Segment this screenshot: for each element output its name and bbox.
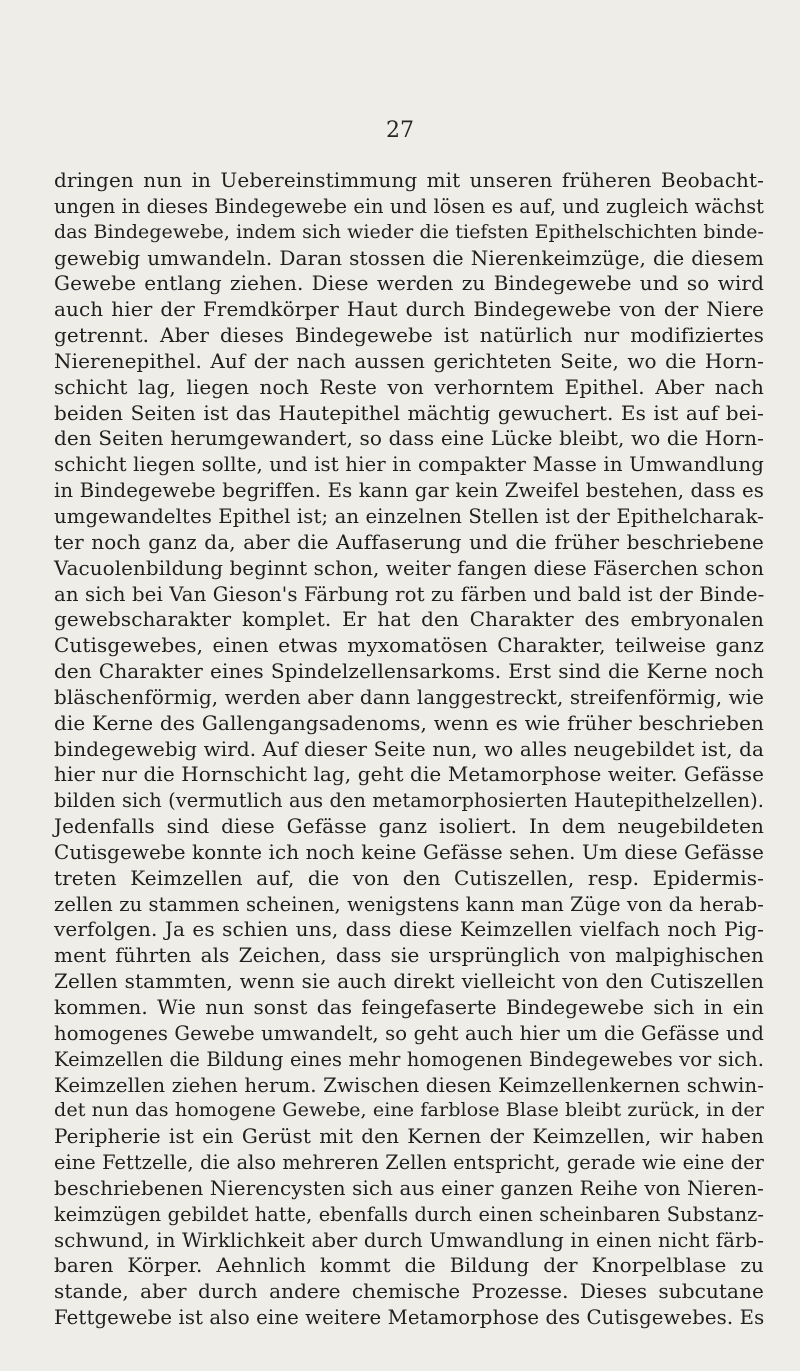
text-line: umgewandeltes Epithel ist; an einzelnen Stellen ist der Epithelcharak-	[54, 504, 764, 528]
text-line: Vacuolenbildung beginnt schon, weiter fangen diese Fäserchen schon	[54, 556, 764, 580]
page-number: 27	[386, 118, 414, 143]
body-text	[54, 168, 764, 1331]
text-line: Keimzellen die Bildung eines mehr homogenen Bindegewebes vor sich.	[54, 1047, 764, 1071]
text-line: beiden Seiten ist das Hautepithel mächtig gewuchert. Es ist auf bei-	[54, 400, 764, 425]
text-line: in Bindegewebe begriffen. Es kann gar kein Zweifel bestehen, dass es	[54, 479, 764, 503]
text-line: auch hier der Fremdkörper Haut durch Bindegewebe von der Niere	[54, 297, 764, 322]
text-line: Jedenfalls sind diese Gefässe ganz isoliert. In dem neugebildeten	[54, 814, 764, 839]
text-line: zellen zu stammen scheinen, wenigstens kann man Züge von da herab-	[54, 892, 764, 916]
text-line: hier nur die Hornschicht lag, geht die Metamorphose weiter. Gefässe	[54, 762, 764, 787]
text-line: den Seiten herumgewandert, so dass eine Lücke bleibt, wo die Horn-	[54, 426, 764, 451]
text-line: det nun das homogene Gewebe, eine farblose Blase bleibt zurück, in der	[54, 1099, 764, 1122]
text-line: schicht liegen sollte, und ist hier in compakter Masse in Umwandlung	[54, 453, 764, 477]
text-line: getrennt. Aber dieses Bindegewebe ist natürlich nur modifiziertes	[54, 323, 764, 348]
text-line: bilden sich (vermutlich aus den metamorphosierten Hautepithelzellen).	[54, 789, 764, 813]
text-line: schicht lag, liegen noch Reste von verhorntem Epithel. Aber nach	[54, 374, 764, 399]
text-line: die Kerne des Gallengangsadenoms, wenn es wie früher beschrieben	[54, 710, 764, 735]
text-line: an sich bei Van Gieson's Färbung rot zu färben und bald ist der Binde-	[54, 582, 765, 606]
text-line: baren Körper. Aehnlich kommt die Bildung der Knorpelblase zu	[54, 1253, 764, 1278]
text-line: verfolgen. Ja es schien uns, dass diese Keimzellen vielfach noch Pig-	[54, 917, 764, 942]
text-line: gewebscharakter komplet. Er hat den Charakter des embryonalen	[54, 607, 764, 632]
text-line: dringen nun in Uebereinstimmung mit unseren früheren Beobacht-	[54, 168, 764, 192]
text-line: ment führten als Zeichen, dass sie ursprünglich von malpighischen	[54, 943, 764, 968]
text-line: gewebig umwandeln. Daran stossen die Nierenkeimzüge, die diesem	[54, 245, 764, 270]
text-line: homogenes Gewebe umwandelt, so geht auch hier um die Gefässe und	[54, 1021, 764, 1045]
text-line: ungen in dieses Bindegewebe ein und lösen es auf, und zugleich wächst	[54, 194, 764, 218]
text-line: Fettgewebe ist also eine weitere Metamorphose des Cutisgewebes. Es	[54, 1306, 765, 1330]
text-line: keimzügen gebildet hatte, ebenfalls durch einen scheinbaren Substanz-	[54, 1202, 764, 1226]
text-line: stande, aber durch andere chemische Prozesse. Dieses subcutane	[54, 1279, 764, 1304]
text-line: ter noch ganz da, aber die Auffaserung und die früher beschriebene	[54, 529, 764, 554]
text-line: den Charakter eines Spindelzellensarkoms. Erst sind die Kerne noch	[54, 659, 764, 684]
text-line: kommen. Wie nun sonst das feingefaserte Bindegewebe sich in ein	[54, 995, 764, 1019]
text-line: eine Fettzelle, die also mehreren Zellen entspricht, gerade wie eine der	[54, 1151, 764, 1175]
text-line: Keimzellen ziehen herum. Zwischen diesen Keimzellenkernen schwin-	[54, 1073, 764, 1097]
text-line: das Bindegewebe, indem sich wieder die tiefsten Epithelschichten binde-	[54, 220, 764, 243]
text-line: Gewebe entlang ziehen. Diese werden zu Bindegewebe und so wird	[54, 271, 764, 296]
text-line: bindegewebig wird. Auf dieser Seite nun, wo alles neugebildet ist, da	[54, 736, 764, 761]
text-line: Zellen stammten, wenn sie auch direkt vielleicht von den Cutiszellen	[54, 969, 764, 994]
text-line: schwund, in Wirklichkeit aber durch Umwandlung in einen nicht färb-	[54, 1228, 764, 1252]
text-line: Cutisgewebe konnte ich noch keine Gefässe sehen. Um diese Gefässe	[54, 840, 764, 864]
text-line: Cutisgewebes, einen etwas myxomatösen Charakter, teilweise ganz	[54, 633, 764, 658]
text-line: bläschenförmig, werden aber dann langgestreckt, streifenförmig, wie	[54, 685, 764, 709]
text-line: Nierenepithel. Auf der nach aussen gerichteten Seite, wo die Horn-	[54, 348, 764, 373]
text-line: Peripherie ist ein Gerüst mit den Kernen der Keimzellen, wir haben	[54, 1124, 764, 1149]
text-line: beschriebenen Nierencysten sich aus einer ganzen Reihe von Nieren-	[54, 1176, 764, 1200]
text-line: treten Keimzellen auf, die von den Cutiszellen, resp. Epidermis-	[54, 865, 764, 890]
